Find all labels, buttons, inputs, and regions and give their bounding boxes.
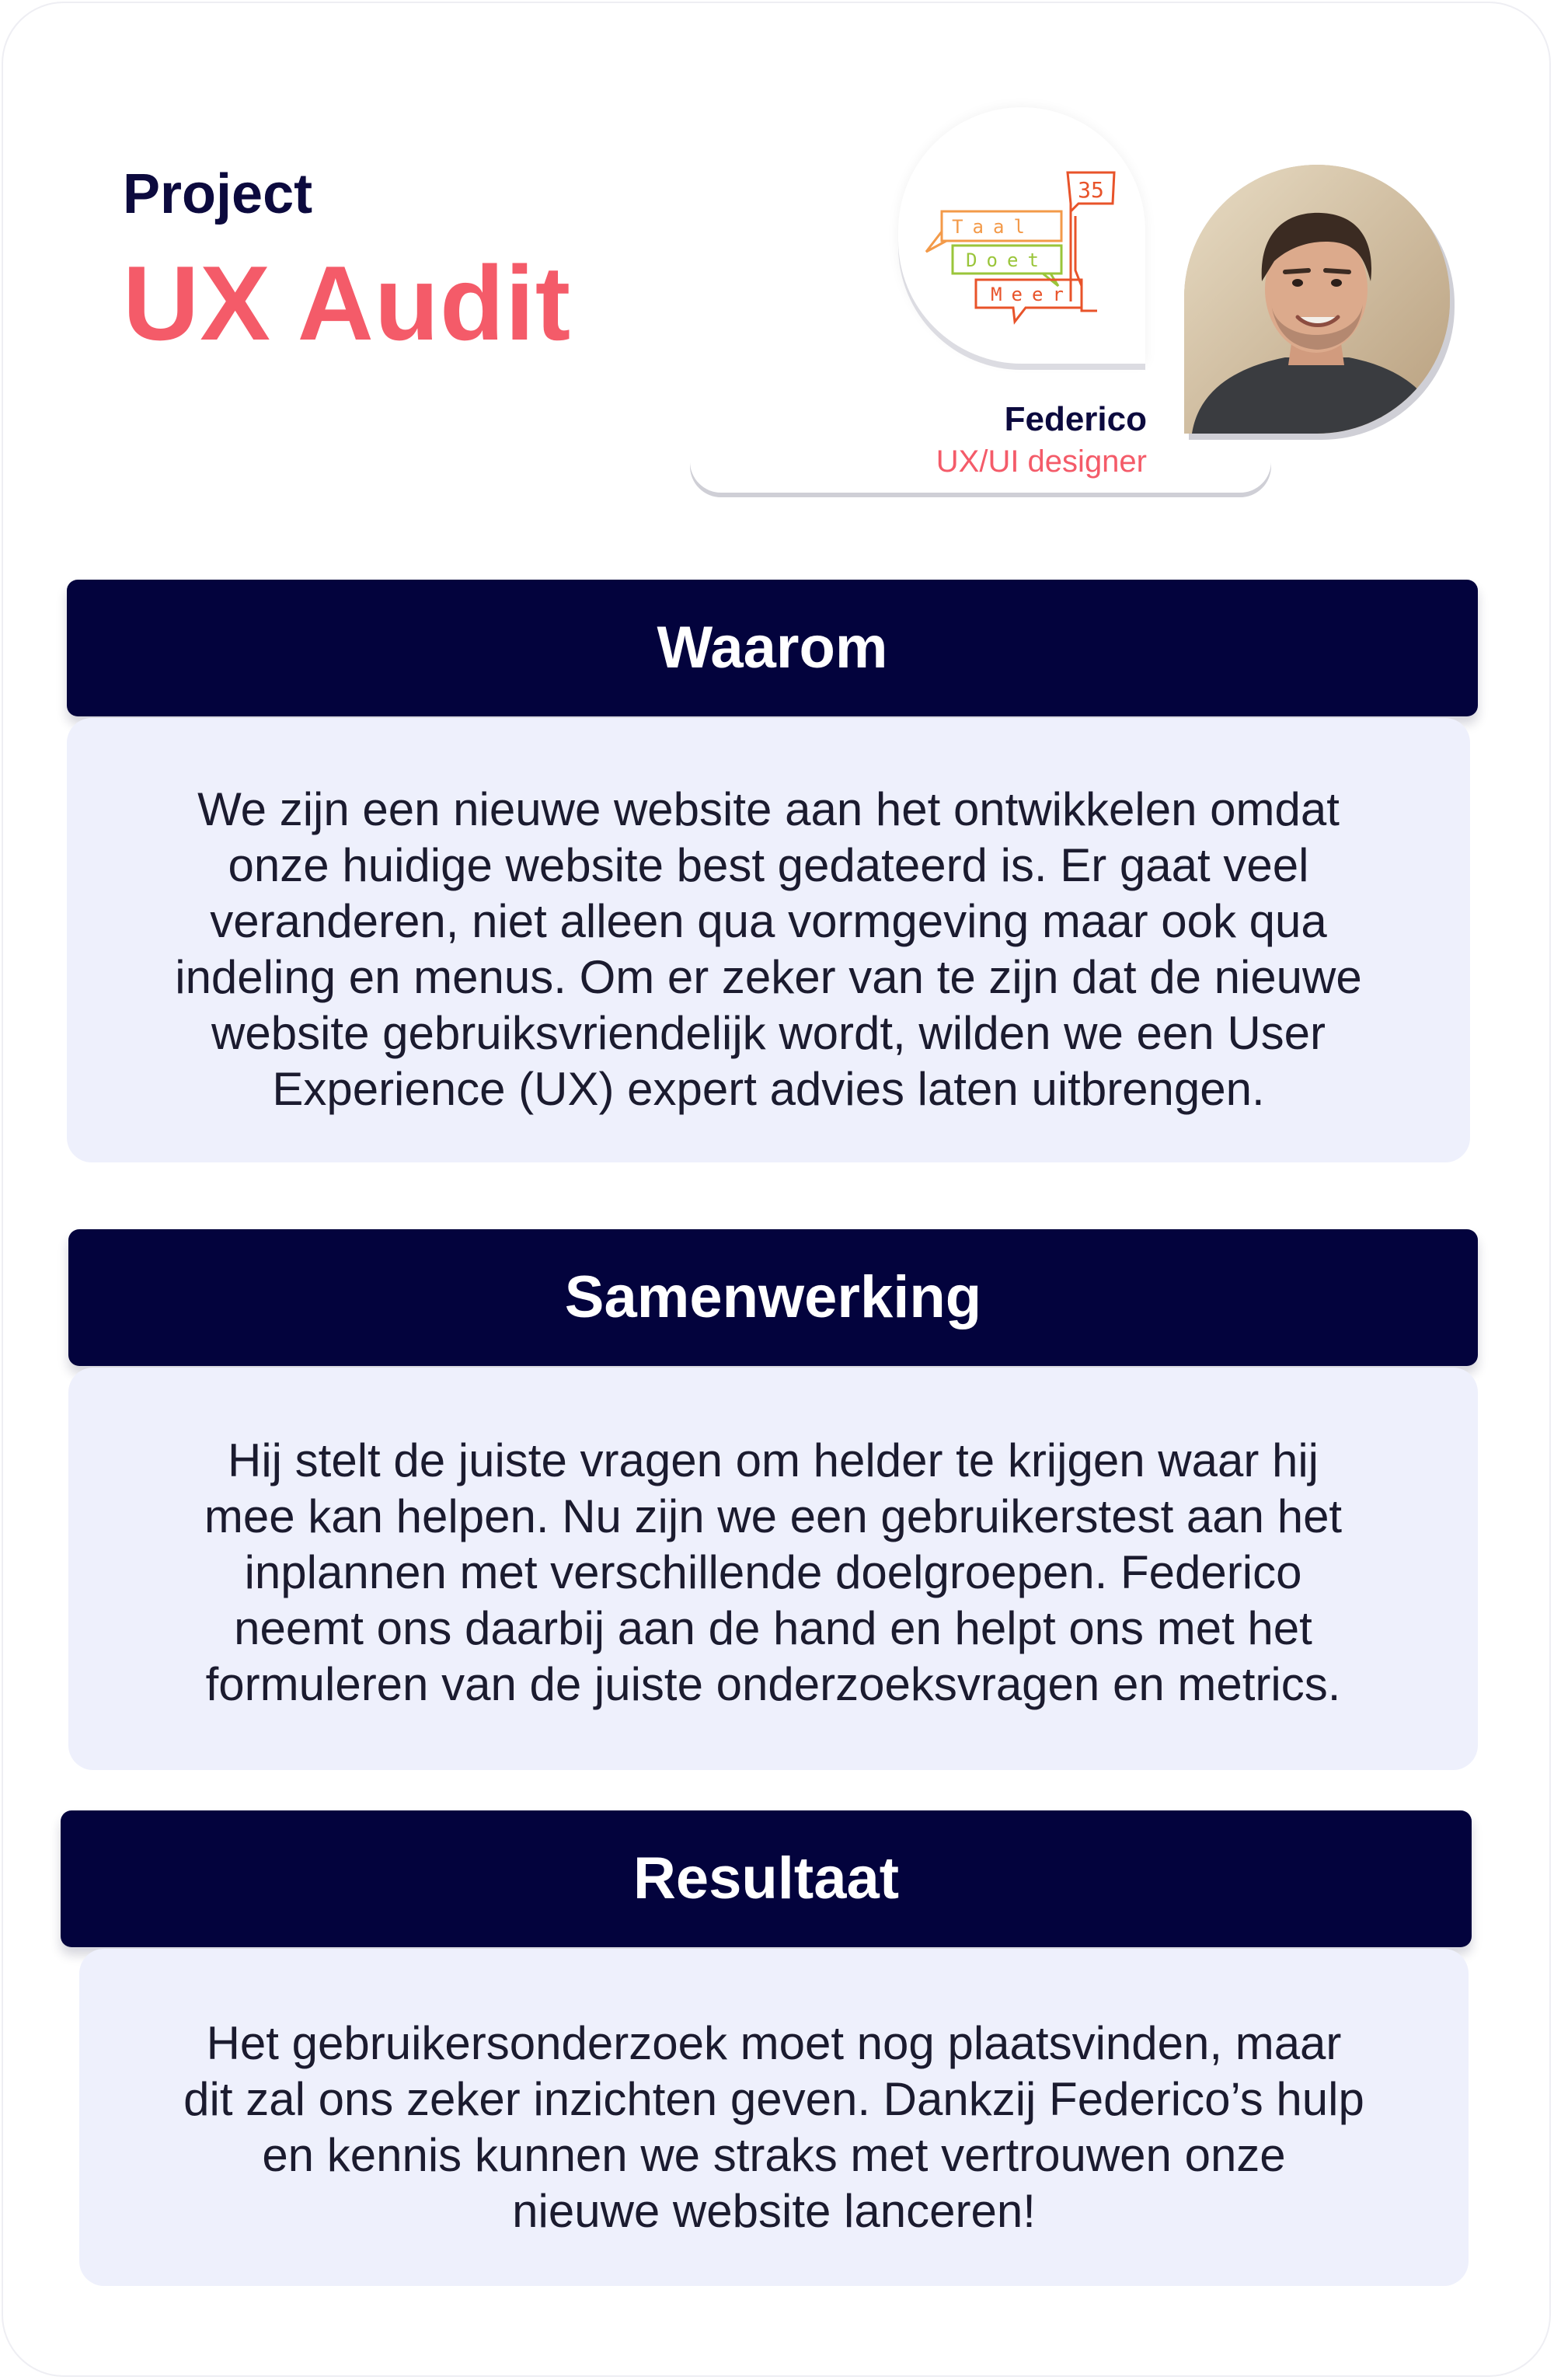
section-header-samenwerking: [68, 1229, 1478, 1366]
body-line: formuleren van de juiste onderzoeksvragen en metrics.: [205, 1658, 1341, 1710]
logo-word-taal: Taal: [952, 216, 1034, 238]
section-header-resultaat: [61, 1810, 1472, 1947]
body-line: neemt ons daarbij aan de hand en helpt ons met het: [234, 1602, 1312, 1654]
project-kicker: Project: [123, 163, 313, 225]
profile-name: Federico: [1004, 400, 1147, 438]
client-logo: [898, 107, 1145, 364]
body-line: Het gebruikersonderzoek moet nog plaatsvinden, maar: [206, 2017, 1342, 2069]
body-line: indeling en menus. Om er zeker van te zijn dat de nieuwe: [175, 951, 1362, 1003]
body-line: inplannen met verschillende doelgroepen. Federico: [244, 1546, 1302, 1598]
section-body-resultaat: [79, 1949, 1469, 2286]
profile-role: UX/UI designer: [936, 444, 1147, 479]
page-title: UX Audit: [123, 244, 572, 362]
body-line: veranderen, niet alleen qua vormgeving maar ook qua: [210, 895, 1327, 947]
section-body-samenwerking: [68, 1368, 1478, 1770]
logo-flag-number: 35: [1078, 177, 1104, 203]
body-line: Experience (UX) expert advies laten uitbrengen.: [272, 1063, 1265, 1115]
avatar: [1184, 165, 1450, 434]
logo-word-meer: Meer: [991, 284, 1073, 305]
body-line: en kennis kunnen we straks met vertrouwen onze: [262, 2129, 1286, 2181]
section-header-waarom: [67, 580, 1478, 716]
body-line: website gebruiksvriendelijk wordt, wilden we een User: [211, 1007, 1326, 1059]
body-line: nieuwe website lanceren!: [512, 2185, 1036, 2237]
body-line: Hij stelt de juiste vragen om helder te krijgen waar hij: [228, 1434, 1319, 1486]
logo-word-doet: Doet: [966, 249, 1048, 271]
taal-doet-meer-logo-icon: [898, 107, 1145, 364]
section-heading: Samenwerking: [564, 1264, 982, 1330]
body-line: mee kan helpen. Nu zijn we een gebruikerstest aan het: [204, 1490, 1343, 1542]
body-line: onze huidige website best gedateerd is. Er gaat veel: [228, 839, 1309, 891]
body-line: dit zal ons zeker inzichten geven. Dankzij Federico’s hulp: [183, 2073, 1364, 2125]
section-heading: Resultaat: [632, 1845, 900, 1911]
testimonial-card: [2, 2, 1551, 2377]
section-heading: Waarom: [657, 615, 888, 681]
body-line: We zijn een nieuwe website aan het ontwikkelen omdat: [197, 783, 1340, 835]
person-photo-icon: [1184, 165, 1450, 434]
section-body-waarom: [67, 718, 1470, 1162]
